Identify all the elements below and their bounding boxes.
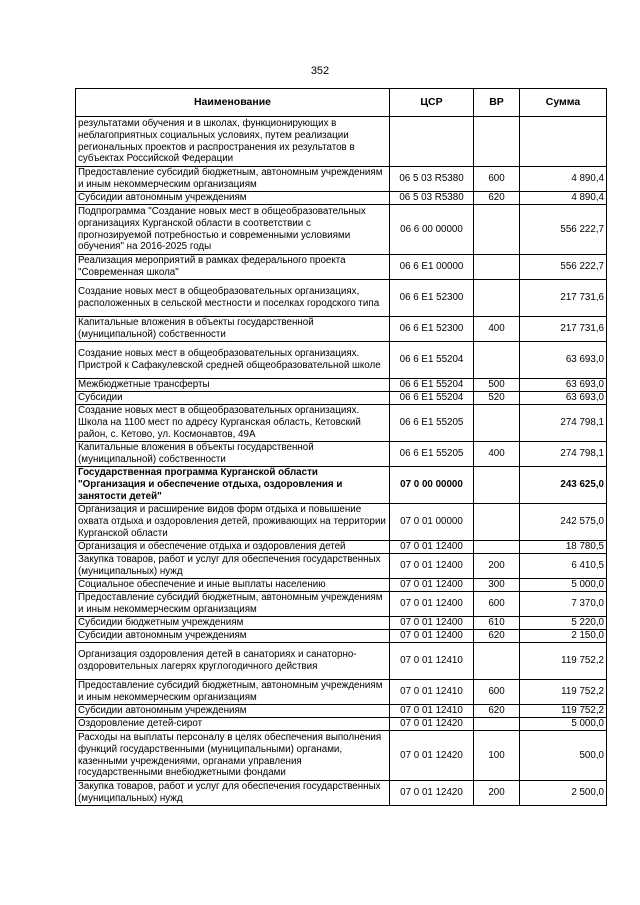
- table-row: [76, 504, 607, 541]
- table-row: [76, 718, 607, 731]
- cell-vr: 300: [474, 579, 520, 592]
- cell-vr: [474, 405, 520, 442]
- cell-name: Капитальные вложения в объекты государственной (муниципальной) собственности: [76, 317, 390, 342]
- table-body: [76, 117, 607, 806]
- cell-name: Субсидии автономным учреждениям: [76, 630, 390, 643]
- header-sum: Сумма: [520, 89, 607, 117]
- table-row: [76, 192, 607, 205]
- cell-vr: [474, 280, 520, 317]
- cell-vr: 200: [474, 781, 520, 806]
- cell-csr: 07 0 01 12400: [390, 617, 474, 630]
- cell-name: Оздоровление детей-сирот: [76, 718, 390, 731]
- cell-name: Социальное обеспечение и иные выплаты населению: [76, 579, 390, 592]
- table-row: [76, 579, 607, 592]
- table-row: [76, 781, 607, 806]
- table-row: [76, 617, 607, 630]
- table-header-row: [76, 89, 607, 117]
- table-row: [76, 280, 607, 317]
- cell-csr: 06 6 E1 55205: [390, 405, 474, 442]
- header-csr: ЦСР: [390, 89, 474, 117]
- cell-name: Государственная программа Курганской области "Организация и обеспечение отдыха, оздоровления и занятости детей": [76, 467, 390, 504]
- cell-csr: 06 6 E1 00000: [390, 255, 474, 280]
- cell-name: Подпрограмма "Создание новых мест в общеобразовательных организациях Курганской области в соответствии с прогнозируемой потребностью и современными условиями обучения" на 2016-2025 годы: [76, 205, 390, 255]
- cell-vr: 620: [474, 192, 520, 205]
- cell-csr: 07 0 01 12400: [390, 579, 474, 592]
- budget-table: [75, 88, 607, 806]
- cell-vr: 610: [474, 617, 520, 630]
- cell-sum: 7 370,0: [520, 592, 607, 617]
- cell-vr: 400: [474, 442, 520, 467]
- table-row: [76, 205, 607, 255]
- cell-name: Предоставление субсидий бюджетным, автономным учреждениям и иным некоммерческим организациям: [76, 167, 390, 192]
- table-row: [76, 392, 607, 405]
- table-row: [76, 167, 607, 192]
- cell-csr: 07 0 01 12420: [390, 781, 474, 806]
- cell-vr: 600: [474, 592, 520, 617]
- header-vr: ВР: [474, 89, 520, 117]
- cell-sum: 274 798,1: [520, 405, 607, 442]
- cell-sum: 63 693,0: [520, 342, 607, 379]
- cell-name: Субсидии автономным учреждениям: [76, 705, 390, 718]
- cell-vr: [474, 718, 520, 731]
- table-row: [76, 317, 607, 342]
- cell-vr: 400: [474, 317, 520, 342]
- cell-sum: 119 752,2: [520, 705, 607, 718]
- cell-name: Межбюджетные трансферты: [76, 379, 390, 392]
- cell-csr: 06 6 E1 55204: [390, 342, 474, 379]
- cell-csr: [390, 117, 474, 167]
- cell-name: Закупка товаров, работ и услуг для обеспечения государственных (муниципальных) нужд: [76, 554, 390, 579]
- cell-csr: 06 6 E1 55204: [390, 392, 474, 405]
- header-name: Наименование: [76, 89, 390, 117]
- cell-csr: 06 6 E1 52300: [390, 317, 474, 342]
- cell-vr: 500: [474, 379, 520, 392]
- cell-vr: 620: [474, 630, 520, 643]
- cell-sum: 556 222,7: [520, 255, 607, 280]
- cell-csr: 07 0 00 00000: [390, 467, 474, 504]
- cell-name: Расходы на выплаты персоналу в целях обеспечения выполнения функций государственными (муниципальными) органами, казенными учреждениями, органами управления государственными внебюджетными фондами: [76, 731, 390, 781]
- cell-name: Субсидии автономным учреждениям: [76, 192, 390, 205]
- table-row: [76, 705, 607, 718]
- cell-vr: 600: [474, 167, 520, 192]
- cell-name: Организация оздоровления детей в санаториях и санаторно-оздоровительных лагерях круглогодичного действия: [76, 643, 390, 680]
- cell-vr: [474, 205, 520, 255]
- cell-name: Субсидии бюджетным учреждениям: [76, 617, 390, 630]
- table-row: [76, 117, 607, 167]
- cell-csr: 06 6 00 00000: [390, 205, 474, 255]
- cell-name: Организация и обеспечение отдыха и оздоровления детей: [76, 541, 390, 554]
- table-row: [76, 541, 607, 554]
- cell-sum: 6 410,5: [520, 554, 607, 579]
- table-row: [76, 255, 607, 280]
- cell-sum: 274 798,1: [520, 442, 607, 467]
- cell-sum: 63 693,0: [520, 379, 607, 392]
- cell-sum: 217 731,6: [520, 280, 607, 317]
- cell-sum: 63 693,0: [520, 392, 607, 405]
- cell-vr: [474, 117, 520, 167]
- cell-vr: [474, 467, 520, 504]
- cell-csr: 07 0 01 12410: [390, 705, 474, 718]
- table-row: [76, 442, 607, 467]
- table-row: [76, 592, 607, 617]
- cell-name: Предоставление субсидий бюджетным, автономным учреждениям и иным некоммерческим организациям: [76, 592, 390, 617]
- table-row: [76, 379, 607, 392]
- cell-csr: 07 0 01 12400: [390, 554, 474, 579]
- cell-sum: 2 150,0: [520, 630, 607, 643]
- cell-csr: 07 0 01 00000: [390, 504, 474, 541]
- cell-vr: [474, 643, 520, 680]
- cell-sum: 18 780,5: [520, 541, 607, 554]
- cell-csr: 07 0 01 12410: [390, 643, 474, 680]
- table-row: [76, 342, 607, 379]
- cell-name: результатами обучения и в школах, функционирующих в неблагоприятных социальных условиях, путем реализации региональных проектов и распространения их результатов в субъектах Российской Федерации: [76, 117, 390, 167]
- cell-name: Создание новых мест в общеобразовательных организациях. Пристрой к Сафакулевской средней общеобразовательной школе: [76, 342, 390, 379]
- cell-csr: 07 0 01 12400: [390, 592, 474, 617]
- cell-csr: 06 6 E1 55204: [390, 379, 474, 392]
- cell-sum: 119 752,2: [520, 643, 607, 680]
- table-row: [76, 405, 607, 442]
- cell-vr: [474, 342, 520, 379]
- cell-name: Закупка товаров, работ и услуг для обеспечения государственных (муниципальных) нужд: [76, 781, 390, 806]
- cell-sum: 2 500,0: [520, 781, 607, 806]
- cell-sum: 4 890,4: [520, 167, 607, 192]
- cell-name: Реализация мероприятий в рамках федерального проекта "Современная школа": [76, 255, 390, 280]
- cell-sum: 243 625,0: [520, 467, 607, 504]
- cell-sum: 119 752,2: [520, 680, 607, 705]
- cell-name: Субсидии: [76, 392, 390, 405]
- table-row: [76, 467, 607, 504]
- cell-vr: [474, 504, 520, 541]
- cell-csr: 07 0 01 12420: [390, 731, 474, 781]
- cell-name: Создание новых мест в общеобразовательных организациях, расположенных в сельской местности и поселках городского типа: [76, 280, 390, 317]
- table-row: [76, 643, 607, 680]
- cell-sum: 242 575,0: [520, 504, 607, 541]
- cell-sum: 5 220,0: [520, 617, 607, 630]
- cell-csr: 07 0 01 12400: [390, 541, 474, 554]
- table-row: [76, 731, 607, 781]
- cell-sum: 500,0: [520, 731, 607, 781]
- cell-csr: 06 6 E1 55205: [390, 442, 474, 467]
- cell-vr: [474, 255, 520, 280]
- cell-csr: 06 5 03 R5380: [390, 167, 474, 192]
- table-row: [76, 554, 607, 579]
- cell-vr: 620: [474, 705, 520, 718]
- cell-vr: 600: [474, 680, 520, 705]
- cell-csr: 07 0 01 12400: [390, 630, 474, 643]
- cell-vr: 100: [474, 731, 520, 781]
- cell-csr: 07 0 01 12410: [390, 680, 474, 705]
- cell-sum: 4 890,4: [520, 192, 607, 205]
- cell-name: Предоставление субсидий бюджетным, автономным учреждениям и иным некоммерческим организациям: [76, 680, 390, 705]
- cell-vr: 520: [474, 392, 520, 405]
- cell-name: Организация и расширение видов форм отдыха и повышение охвата отдыха и оздоровления детей, проживающих на территории Курганской области: [76, 504, 390, 541]
- table-row: [76, 630, 607, 643]
- cell-csr: 06 6 E1 52300: [390, 280, 474, 317]
- cell-vr: 200: [474, 554, 520, 579]
- page-number: 352: [310, 65, 330, 77]
- cell-vr: [474, 541, 520, 554]
- table-row: [76, 680, 607, 705]
- cell-sum: 556 222,7: [520, 205, 607, 255]
- cell-name: Капитальные вложения в объекты государственной (муниципальной) собственности: [76, 442, 390, 467]
- cell-sum: [520, 117, 607, 167]
- cell-csr: 07 0 01 12420: [390, 718, 474, 731]
- cell-sum: 5 000,0: [520, 579, 607, 592]
- cell-name: Создание новых мест в общеобразовательных организациях. Школа на 1100 мест по адресу Курганская область, Кетовский район, с. Кетово, ул. Космонавтов, 49А: [76, 405, 390, 442]
- cell-sum: 5 000,0: [520, 718, 607, 731]
- cell-sum: 217 731,6: [520, 317, 607, 342]
- cell-csr: 06 5 03 R5380: [390, 192, 474, 205]
